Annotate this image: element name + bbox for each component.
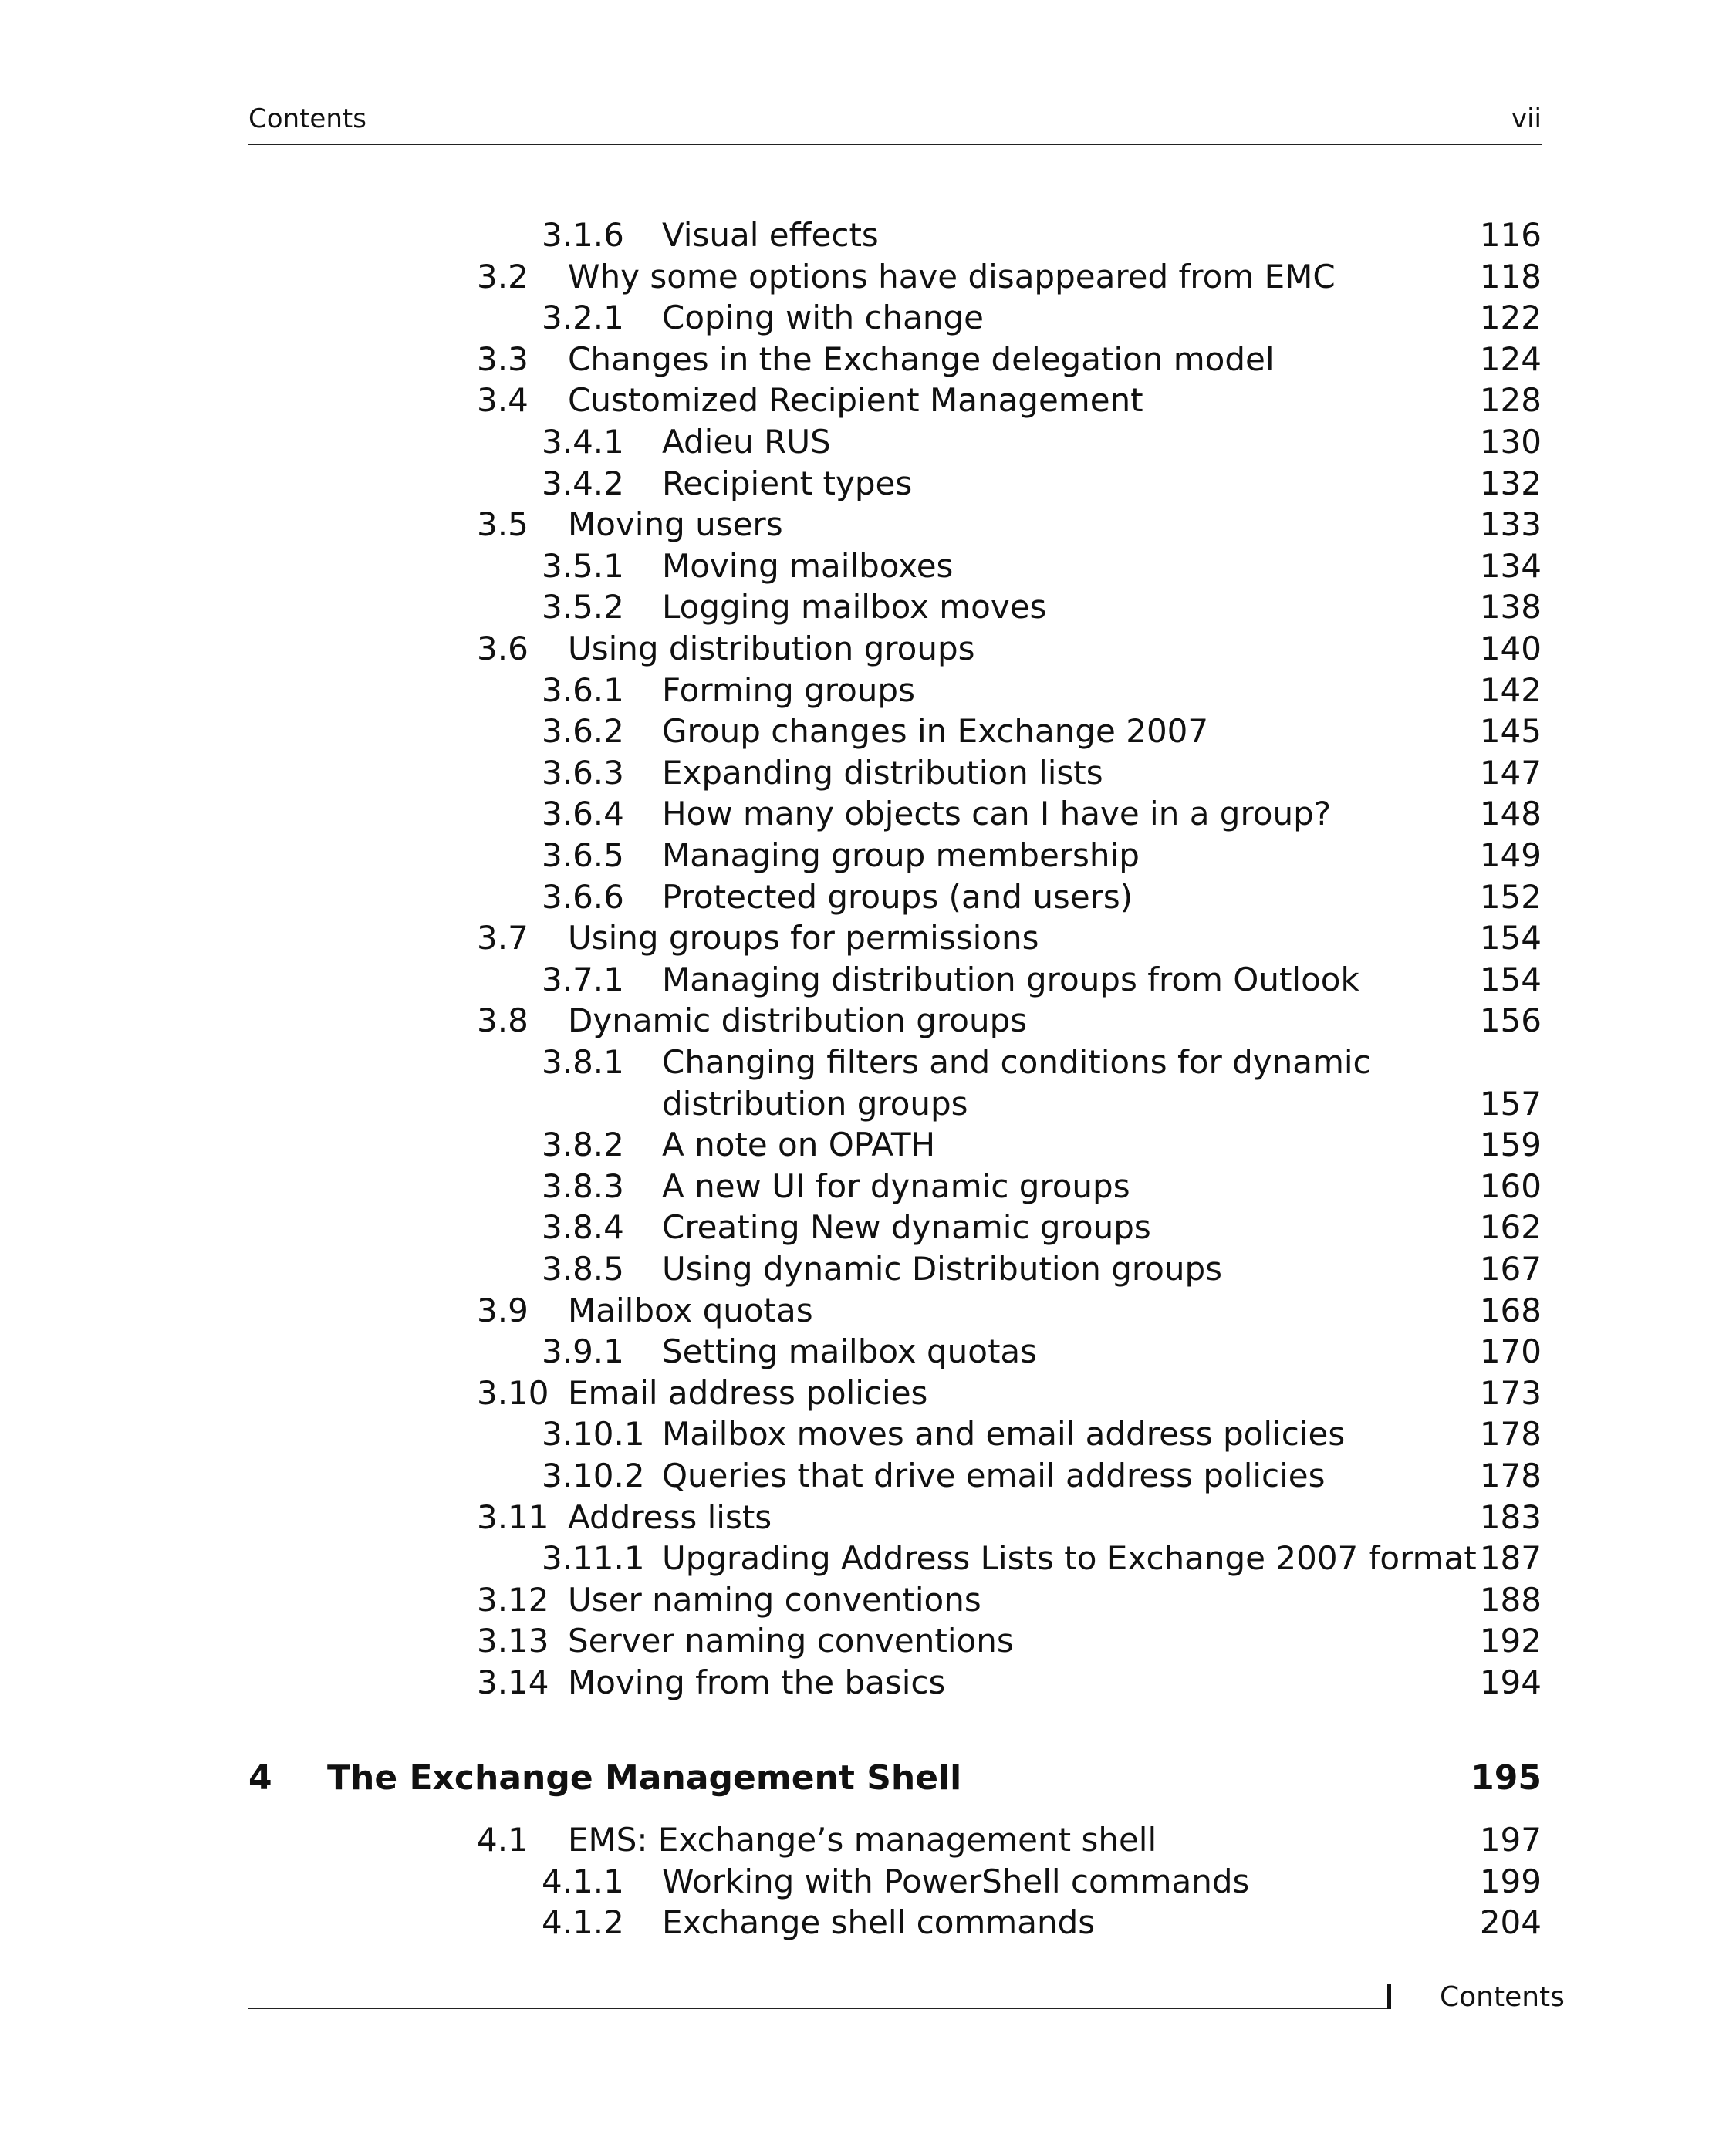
section-page-number: 128 (1479, 381, 1542, 420)
section-title: Using distribution groups (568, 630, 975, 667)
section-page-number: 133 (1479, 505, 1542, 544)
section-title: Working with PowerShell commands (662, 1862, 1250, 1900)
section-page-number: 159 (1479, 1126, 1542, 1164)
section-title: Coping with change (662, 299, 985, 337)
section-page-number: 188 (1479, 1580, 1542, 1619)
section-number: 3.8 (477, 1001, 529, 1040)
section-title: EMS: Exchange’s management shell (568, 1821, 1157, 1859)
section-number: 3.4.2 (542, 464, 624, 502)
toc-entry (0, 1166, 1736, 1207)
section-number: 3.7 (477, 919, 529, 957)
section-page-number: 152 (1479, 877, 1542, 916)
toc-entry (0, 1124, 1736, 1166)
section-title: A new UI for dynamic groups (662, 1167, 1130, 1205)
section-number: 3.6.4 (542, 795, 624, 833)
toc-entry (0, 1373, 1736, 1414)
toc-entry (0, 752, 1736, 794)
section-page-number: 148 (1479, 795, 1542, 833)
section-number: 3.9.1 (542, 1332, 624, 1371)
toc-entry (0, 1455, 1736, 1497)
chapter-title: The Exchange Management Shell (327, 1758, 962, 1798)
footer-thumb-tab (1387, 1984, 1391, 2009)
section-page-number: 138 (1479, 588, 1542, 626)
section-number: 4.1 (477, 1821, 529, 1859)
section-title: Changes in the Exchange delegation model (568, 339, 1275, 378)
section-page-number: 173 (1479, 1373, 1542, 1412)
section-number: 3.4.1 (542, 423, 624, 461)
chapter-entry (0, 1758, 1736, 1799)
toc-entry (0, 1538, 1736, 1579)
section-page-number: 140 (1479, 630, 1542, 667)
section-page-number: 154 (1479, 919, 1542, 957)
section-page-number: 132 (1479, 464, 1542, 502)
section-title: Creating New dynamic groups (662, 1208, 1151, 1247)
section-number: 3.8.1 (542, 1043, 624, 1081)
toc-entry (0, 793, 1736, 835)
section-number: 3.12 (477, 1580, 549, 1619)
toc-entry (0, 1207, 1736, 1248)
section-title: Dynamic distribution groups (568, 1001, 1028, 1040)
section-title: Exchange shell commands (662, 1903, 1096, 1942)
chapter-number: 4 (248, 1758, 272, 1798)
section-title: Address lists (568, 1498, 772, 1536)
toc-entry (0, 256, 1736, 298)
section-title: Group changes in Exchange 2007 (662, 712, 1209, 751)
section-number: 4.1.1 (542, 1862, 624, 1900)
section-page-number: 162 (1479, 1208, 1542, 1247)
section-number: 3.1.6 (542, 216, 624, 254)
toc-entry (0, 1083, 1736, 1125)
section-title: Moving mailboxes (662, 546, 954, 585)
section-title: Recipient types (662, 464, 913, 502)
toc-entry (0, 917, 1736, 959)
section-number: 3.11 (477, 1498, 549, 1536)
toc-entry (0, 463, 1736, 505)
section-page-number: 160 (1479, 1167, 1542, 1205)
section-number: 3.5.2 (542, 588, 624, 626)
section-title: Moving from the basics (568, 1663, 946, 1701)
section-page-number: 204 (1479, 1903, 1542, 1942)
section-title: Protected groups (and users) (662, 877, 1133, 916)
toc-entry (0, 1042, 1736, 1083)
toc-entry (0, 1662, 1736, 1704)
toc-entry (0, 711, 1736, 752)
section-title: Customized Recipient Management (568, 381, 1143, 420)
toc-entry (0, 297, 1736, 339)
section-page-number: 156 (1479, 1001, 1542, 1040)
section-page-number: 149 (1479, 836, 1542, 874)
section-number: 4.1.2 (542, 1903, 624, 1942)
footer-section-label: Contents (1440, 1981, 1565, 2013)
section-title: Managing distribution groups from Outlook (662, 960, 1359, 998)
section-number: 3.9 (477, 1291, 529, 1329)
section-title: User naming conventions (568, 1580, 981, 1619)
section-title: Forming groups (662, 670, 915, 709)
section-title: Managing group membership (662, 836, 1140, 874)
toc-entry (0, 214, 1736, 256)
section-number: 3.6.6 (542, 877, 624, 916)
section-page-number: 183 (1479, 1498, 1542, 1536)
toc-entry (0, 1579, 1736, 1621)
section-title: Changing filters and conditions for dynamic (662, 1043, 1371, 1081)
section-title: Mailbox quotas (568, 1291, 813, 1329)
toc-entry (0, 1248, 1736, 1290)
section-number: 3.2.1 (542, 299, 624, 337)
section-page-number: 142 (1479, 670, 1542, 709)
section-title: Using groups for permissions (568, 919, 1039, 957)
section-number: 3.3 (477, 339, 529, 378)
toc-entry (0, 1331, 1736, 1373)
section-page-number: 118 (1479, 257, 1542, 295)
section-title: Logging mailbox moves (662, 588, 1047, 626)
section-title: Server naming conventions (568, 1622, 1014, 1660)
section-page-number: 192 (1479, 1622, 1542, 1660)
toc-entry (0, 1497, 1736, 1538)
running-head-title: Contents (248, 103, 366, 134)
toc-entry (0, 504, 1736, 545)
toc-entry (0, 1000, 1736, 1042)
section-number: 3.8.5 (542, 1250, 624, 1288)
section-page-number: 178 (1479, 1415, 1542, 1454)
section-number: 3.6.3 (542, 753, 624, 792)
section-number: 3.8.3 (542, 1167, 624, 1205)
section-page-number: 168 (1479, 1291, 1542, 1329)
section-number: 3.10.1 (542, 1415, 645, 1454)
toc-entry (0, 339, 1736, 380)
section-title: Adieu RUS (662, 423, 831, 461)
chapter-page-number: 195 (1471, 1758, 1542, 1798)
section-title: Email address policies (568, 1373, 928, 1412)
section-number: 3.2 (477, 257, 529, 295)
toc-entry (0, 670, 1736, 711)
section-title: Using dynamic Distribution groups (662, 1250, 1223, 1288)
section-page-number: 178 (1479, 1457, 1542, 1494)
section-number: 3.6.5 (542, 836, 624, 874)
toc-entry (0, 545, 1736, 587)
section-page-number: 122 (1479, 299, 1542, 337)
section-page-number: 170 (1479, 1332, 1542, 1371)
toc-entry (0, 586, 1736, 628)
section-number: 3.6.2 (542, 712, 624, 751)
toc-entry (0, 1413, 1736, 1455)
section-number: 3.8.4 (542, 1208, 624, 1247)
section-page-number: 194 (1479, 1663, 1542, 1701)
section-page-number: 167 (1479, 1250, 1542, 1288)
section-page-number: 124 (1479, 339, 1542, 378)
section-title: Mailbox moves and email address policies (662, 1415, 1346, 1454)
toc-entry (0, 1861, 1736, 1903)
section-page-number: 187 (1479, 1539, 1542, 1578)
section-title: distribution groups (662, 1084, 968, 1123)
section-page-number: 145 (1479, 712, 1542, 751)
section-title: Visual effects (662, 216, 879, 254)
section-number: 3.10.2 (542, 1457, 645, 1494)
section-title: Moving users (568, 505, 783, 544)
section-number: 3.5 (477, 505, 529, 544)
footer-rule (248, 2008, 1390, 2009)
toc-entry (0, 380, 1736, 421)
section-number: 3.10 (477, 1373, 549, 1412)
section-number: 3.13 (477, 1622, 549, 1660)
toc-entry (0, 1902, 1736, 1943)
toc-entry (0, 959, 1736, 1001)
section-page-number: 116 (1479, 216, 1542, 254)
toc-entry (0, 1290, 1736, 1332)
toc-entry (0, 876, 1736, 918)
section-title: How many objects can I have in a group? (662, 795, 1332, 833)
toc-entry (0, 835, 1736, 876)
section-page-number: 134 (1479, 546, 1542, 585)
section-page-number: 157 (1479, 1084, 1542, 1123)
section-page-number: 154 (1479, 960, 1542, 998)
section-title: Why some options have disappeared from EMC (568, 257, 1336, 295)
section-page-number: 199 (1479, 1862, 1542, 1900)
toc-entry (0, 1819, 1736, 1861)
toc-entry (0, 421, 1736, 463)
section-title: A note on OPATH (662, 1126, 936, 1164)
section-page-number: 197 (1479, 1821, 1542, 1859)
section-page-number: 147 (1479, 753, 1542, 792)
section-number: 3.6 (477, 630, 529, 667)
section-title: Upgrading Address Lists to Exchange 2007 format (662, 1539, 1477, 1578)
section-title: Setting mailbox quotas (662, 1332, 1038, 1371)
section-number: 3.14 (477, 1663, 549, 1701)
section-number: 3.6.1 (542, 670, 624, 709)
section-number: 3.11.1 (542, 1539, 645, 1578)
section-number: 3.7.1 (542, 960, 624, 998)
section-title: Queries that drive email address policies (662, 1457, 1326, 1494)
section-title: Expanding distribution lists (662, 753, 1103, 792)
section-page-number: 130 (1479, 423, 1542, 461)
section-number: 3.5.1 (542, 546, 624, 585)
page-number: vii (1511, 103, 1542, 134)
section-number: 3.8.2 (542, 1126, 624, 1164)
toc-entry (0, 1620, 1736, 1662)
toc-entry (0, 628, 1736, 670)
section-number: 3.4 (477, 381, 529, 420)
